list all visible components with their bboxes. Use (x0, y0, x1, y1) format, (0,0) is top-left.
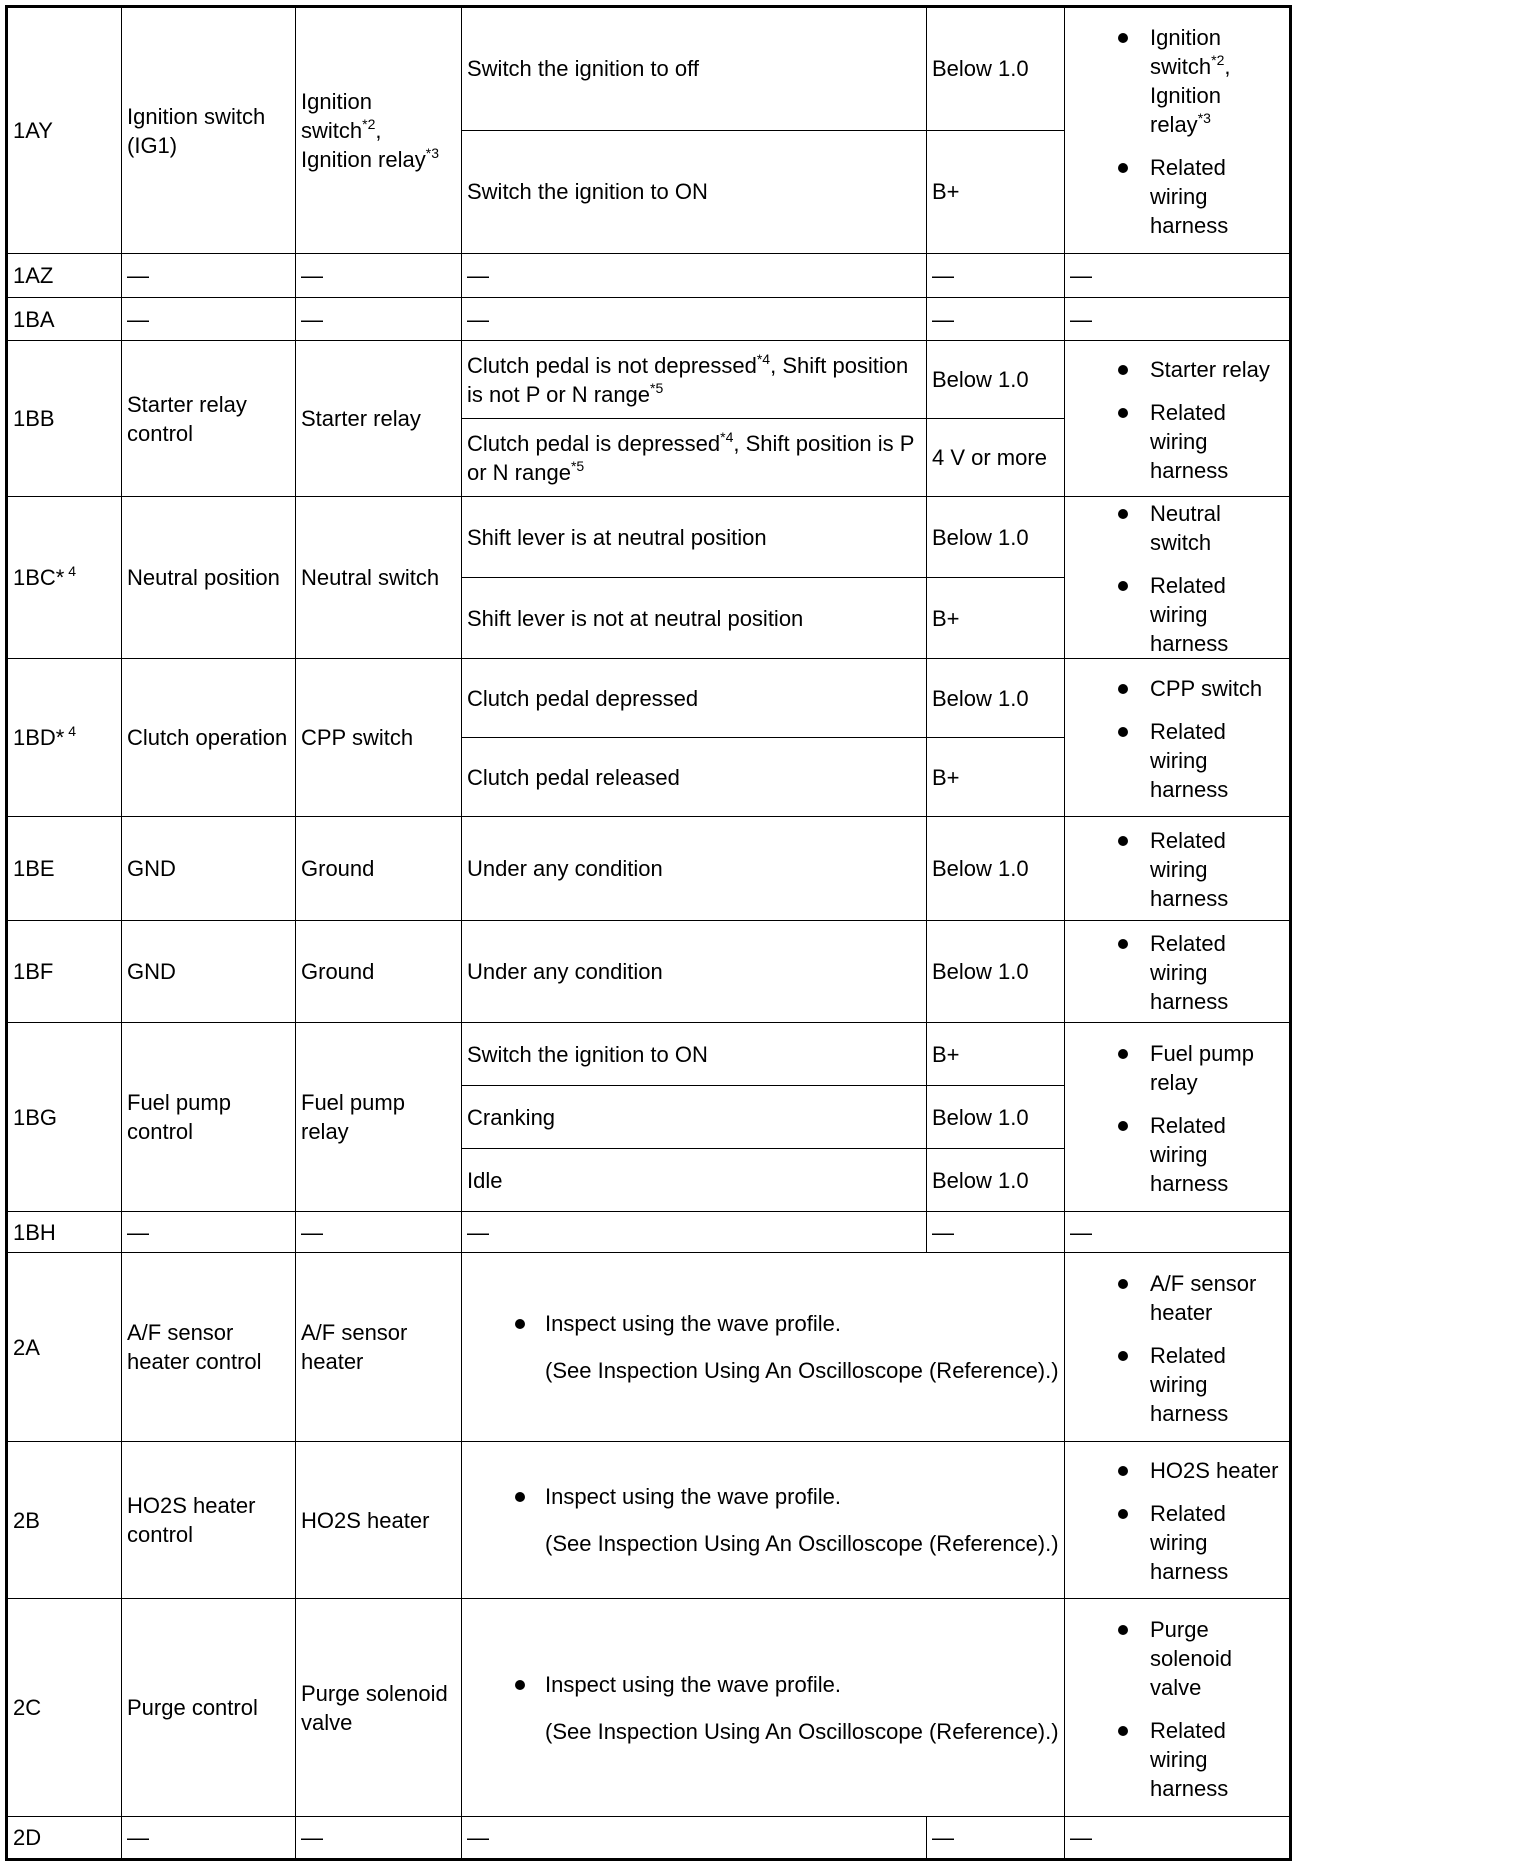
condition-cell (462, 130, 927, 254)
component-cell (296, 341, 462, 497)
check-list (1070, 929, 1284, 1016)
component-cell (296, 1023, 462, 1212)
text-segment: A/F sensor heater (1150, 1270, 1257, 1325)
voltage-cell: Below 1.0 (927, 341, 1065, 419)
condition-cell (462, 1149, 927, 1212)
oscilloscope-reference: (See Inspection Using An Oscilloscope (Reference).) (545, 1358, 1059, 1383)
text-segment: Purge control (127, 1695, 258, 1720)
pin-cell (7, 7, 122, 254)
signal-name-cell (122, 254, 296, 298)
condition-cell (462, 921, 927, 1023)
signal-name-cell (122, 659, 296, 817)
wave-instruction: Inspect using the wave profile. (467, 1309, 1059, 1338)
wave-instruction: Inspect using the wave profile. (467, 1482, 1059, 1511)
text-segment: 2C (13, 1695, 42, 1720)
text-segment: 1BB (13, 406, 55, 431)
condition-cell (462, 738, 927, 817)
voltage-cell: Below 1.0 (927, 817, 1065, 921)
check-items-cell (1065, 7, 1291, 254)
check-items-cell (1065, 921, 1291, 1023)
pin-cell (7, 298, 122, 341)
footnote-ref: *4 (756, 350, 771, 367)
condition-cell (462, 254, 927, 298)
footnote-ref: *2 (1211, 52, 1225, 68)
text-segment: HO2S heater (301, 1507, 430, 1533)
voltage-cell: — (927, 298, 1065, 341)
component-cell (296, 1817, 462, 1860)
check-item (1070, 674, 1284, 703)
footnote-ref: *3 (425, 145, 439, 161)
voltage-cell: Below 1.0 (927, 1086, 1065, 1149)
footnote-ref: *2 (362, 116, 376, 132)
check-item (1070, 1341, 1284, 1428)
component-cell (296, 1599, 462, 1817)
table-row (7, 659, 1291, 738)
check-items-cell (1065, 659, 1291, 817)
text-segment: Ignition switch (301, 89, 372, 143)
table-row (7, 1212, 1291, 1253)
wave-list (467, 1309, 1059, 1338)
check-item (1070, 1111, 1284, 1198)
wave-profile-cell (462, 1599, 1065, 1817)
component-cell (296, 1212, 462, 1253)
text-segment: Ignition switch (1150, 25, 1221, 79)
check-item (1070, 1456, 1284, 1485)
text-segment: HO2S heater control (127, 1493, 256, 1547)
text-segment: Starter relay (1150, 356, 1270, 382)
table-row (7, 1253, 1291, 1442)
text-segment: Shift lever is not at neutral position (467, 605, 804, 631)
text-segment: 2D (13, 1825, 42, 1850)
component-cell (296, 254, 462, 298)
pin-cell (7, 817, 122, 921)
pin-cell (7, 1599, 122, 1817)
check-item (1070, 1269, 1284, 1327)
pin-cell (7, 1442, 122, 1599)
voltage-cell: Below 1.0 (927, 7, 1065, 131)
table-row (7, 7, 1291, 131)
pin-cell (7, 1253, 122, 1442)
check-items-cell (1065, 497, 1291, 659)
text-segment: Shift lever is at neutral position (467, 524, 767, 550)
pin-cell (7, 341, 122, 497)
check-list (1070, 23, 1284, 240)
footnote-ref: 4 (64, 723, 77, 739)
text-segment: Starter relay control (127, 391, 247, 446)
condition-cell (462, 1817, 927, 1860)
text-segment: , Shift position is not P or N range (467, 352, 909, 407)
oscilloscope-reference: (See Inspection Using An Oscilloscope (Reference).) (545, 1718, 1059, 1744)
voltage-cell: Below 1.0 (927, 1149, 1065, 1212)
check-item (1070, 398, 1284, 485)
check-items-cell: — (1065, 1212, 1291, 1253)
text-segment: 1BA (13, 306, 55, 332)
text-segment: A/F sensor heater (301, 1320, 408, 1374)
check-list (1070, 1269, 1284, 1428)
pin-cell (7, 659, 122, 817)
condition-cell (462, 298, 927, 341)
table-row (7, 298, 1291, 341)
text-segment: Idle (467, 1167, 503, 1193)
text-segment: , Ignition relay (1150, 54, 1231, 137)
text-segment: Switch the ignition to ON (467, 179, 708, 205)
text-segment: 1AZ (13, 263, 54, 288)
condition-cell (462, 497, 927, 578)
text-segment: — (301, 263, 323, 288)
check-items-cell (1065, 1023, 1291, 1212)
condition-cell (462, 1212, 927, 1253)
check-list (1070, 499, 1284, 658)
condition-cell (462, 817, 927, 921)
signal-name-cell (122, 1442, 296, 1599)
check-item (1070, 929, 1284, 1016)
wave-profile-cell (462, 1442, 1065, 1599)
check-items-cell (1065, 341, 1291, 497)
check-list (1070, 826, 1284, 913)
text-segment: Under any condition (467, 856, 663, 881)
text-segment: — (467, 1219, 489, 1245)
condition-cell (462, 659, 927, 738)
text-segment: 2B (13, 1507, 40, 1533)
check-item (1070, 571, 1284, 658)
text-segment: Clutch pedal depressed (467, 685, 699, 711)
voltage-cell: — (927, 1212, 1065, 1253)
text-segment: Neutral switch (301, 565, 440, 590)
voltage-cell: B+ (927, 738, 1065, 817)
check-item (1070, 1716, 1284, 1803)
check-item (1070, 499, 1284, 557)
check-list (1070, 1456, 1284, 1586)
signal-name-cell (122, 497, 296, 659)
pin-cell (7, 497, 122, 659)
table-row (7, 1442, 1291, 1599)
signal-name-cell (122, 298, 296, 341)
text-segment: — (127, 1825, 149, 1850)
check-items-cell (1065, 1599, 1291, 1817)
check-item (1070, 717, 1284, 804)
text-segment: — (467, 263, 489, 288)
component-cell (296, 497, 462, 659)
check-items-cell (1065, 1442, 1291, 1599)
check-item (1070, 826, 1284, 913)
voltage-cell: Below 1.0 (927, 921, 1065, 1023)
check-item (1070, 1499, 1284, 1586)
text-segment: CPP switch (1150, 675, 1263, 701)
voltage-cell: 4 V or more (927, 419, 1065, 497)
text-segment: — (127, 1219, 149, 1245)
text-segment: Cranking (467, 1104, 556, 1130)
text-segment: 1AY (13, 118, 53, 143)
text-segment: Fuel pump relay (301, 1090, 405, 1144)
voltage-cell: — (927, 1817, 1065, 1860)
text-segment: Clutch operation (127, 725, 288, 750)
voltage-cell: — (927, 254, 1065, 298)
component-cell (296, 1442, 462, 1599)
pin-cell (7, 1212, 122, 1253)
check-item (1070, 1615, 1284, 1702)
text-segment: Ignition switch (IG1) (127, 103, 266, 158)
text-segment: Purge solenoid valve (1150, 1616, 1232, 1700)
text-segment: Switch the ignition to off (467, 56, 699, 82)
text-segment: Under any condition (467, 959, 663, 984)
table-row (7, 254, 1291, 298)
text-segment: — (467, 1825, 489, 1850)
text-segment: — (301, 1219, 323, 1245)
check-items-cell: — (1065, 298, 1291, 341)
wave-list (467, 1670, 1059, 1699)
component-cell (296, 1253, 462, 1442)
text-segment: , Shift position is P or N range (467, 430, 914, 485)
pin-cell (7, 1817, 122, 1860)
text-segment: Switch the ignition to ON (467, 1041, 708, 1067)
check-items-cell (1065, 817, 1291, 921)
text-segment: 1BE (13, 856, 55, 881)
text-segment: — (127, 306, 149, 332)
check-item (1070, 153, 1284, 240)
text-segment: Neutral switch (1150, 501, 1221, 555)
condition-cell (462, 1086, 927, 1149)
table-row (7, 1599, 1291, 1817)
text-segment: — (127, 263, 149, 288)
check-item (1070, 1039, 1284, 1097)
check-item (1070, 355, 1284, 384)
text-segment: GND (127, 856, 176, 881)
condition-cell (462, 578, 927, 659)
text-segment: 1BH (13, 1219, 56, 1245)
component-cell (296, 7, 462, 254)
text-segment: Related wiring harness (1150, 1501, 1229, 1584)
footnote-ref: *5 (650, 379, 664, 396)
signal-name-cell (122, 7, 296, 254)
text-segment: Clutch pedal is depressed (467, 430, 721, 456)
text-segment: Related wiring harness (1150, 1717, 1229, 1801)
text-segment: Related wiring harness (1150, 399, 1229, 483)
text-segment: 1BF (13, 959, 54, 984)
condition-cell (462, 1023, 927, 1086)
signal-name-cell (122, 817, 296, 921)
signal-name-cell (122, 1023, 296, 1212)
text-segment: Clutch pedal is not depressed (467, 352, 757, 378)
footnote-ref: 4 (64, 563, 77, 579)
wave-profile-cell (462, 1253, 1065, 1442)
text-segment: 1BG (13, 1104, 58, 1130)
text-segment: 1BC* (13, 565, 65, 590)
signal-name-cell (122, 1599, 296, 1817)
check-items-cell: — (1065, 1817, 1291, 1860)
table-row (7, 1817, 1291, 1860)
text-segment: Related wiring harness (1150, 155, 1229, 238)
signal-name-cell (122, 1253, 296, 1442)
oscilloscope-reference: (See Inspection Using An Oscilloscope (Reference).) (545, 1531, 1059, 1556)
wave-instruction: Inspect using the wave profile. (467, 1670, 1059, 1699)
text-segment: Neutral position (127, 565, 280, 590)
check-list (1070, 674, 1284, 804)
wave-list (467, 1482, 1059, 1511)
text-segment: Related wiring harness (1150, 573, 1229, 656)
text-segment: , Ignition relay (301, 118, 426, 172)
table-row (7, 817, 1291, 921)
footnote-ref: *3 (1197, 110, 1211, 126)
voltage-cell: B+ (927, 130, 1065, 254)
text-segment: — (467, 306, 489, 332)
voltage-cell: B+ (927, 1023, 1065, 1086)
terminal-inspection-table (5, 5, 1292, 1861)
check-list (1070, 1039, 1284, 1198)
check-item (1070, 23, 1284, 139)
pin-cell (7, 1023, 122, 1212)
table-row (7, 341, 1291, 419)
voltage-cell: Below 1.0 (927, 497, 1065, 578)
text-segment: Purge solenoid valve (301, 1680, 448, 1735)
text-segment: Fuel pump relay (1150, 1040, 1254, 1095)
footnote-ref: *4 (720, 428, 734, 445)
text-segment: A/F sensor heater control (127, 1320, 262, 1374)
signal-name-cell (122, 1817, 296, 1860)
signal-name-cell (122, 1212, 296, 1253)
table-row (7, 1023, 1291, 1086)
text-segment: Ground (301, 856, 375, 881)
check-items-cell: — (1065, 254, 1291, 298)
text-segment: GND (127, 959, 176, 984)
pin-cell (7, 921, 122, 1023)
component-cell (296, 298, 462, 341)
text-segment: Related wiring harness (1150, 931, 1229, 1014)
check-list (1070, 355, 1284, 485)
text-segment: HO2S heater (1150, 1458, 1279, 1483)
check-items-cell (1065, 1253, 1291, 1442)
text-segment: Starter relay (301, 406, 421, 431)
table-row (7, 921, 1291, 1023)
pin-cell (7, 254, 122, 298)
footnote-ref: *5 (570, 457, 585, 474)
condition-cell (462, 341, 927, 419)
text-segment: Clutch pedal released (467, 764, 680, 790)
condition-cell (462, 7, 927, 131)
text-segment: — (301, 1825, 323, 1850)
text-segment: Related wiring harness (1150, 1112, 1229, 1196)
text-segment: Related wiring harness (1150, 1342, 1229, 1426)
component-cell (296, 921, 462, 1023)
text-segment: Fuel pump control (127, 1090, 231, 1144)
check-list (1070, 1615, 1284, 1803)
component-cell (296, 659, 462, 817)
text-segment: Ground (301, 959, 375, 984)
condition-cell (462, 419, 927, 497)
signal-name-cell (122, 921, 296, 1023)
text-segment: 2A (13, 1334, 40, 1360)
text-segment: Related wiring harness (1150, 718, 1229, 802)
table-row (7, 497, 1291, 578)
text-segment: Related wiring harness (1150, 828, 1229, 911)
text-segment: — (301, 306, 323, 332)
voltage-cell: B+ (927, 578, 1065, 659)
voltage-cell: Below 1.0 (927, 659, 1065, 738)
signal-name-cell (122, 341, 296, 497)
text-segment: CPP switch (301, 725, 414, 750)
text-segment: 1BD* (13, 725, 65, 750)
component-cell (296, 817, 462, 921)
